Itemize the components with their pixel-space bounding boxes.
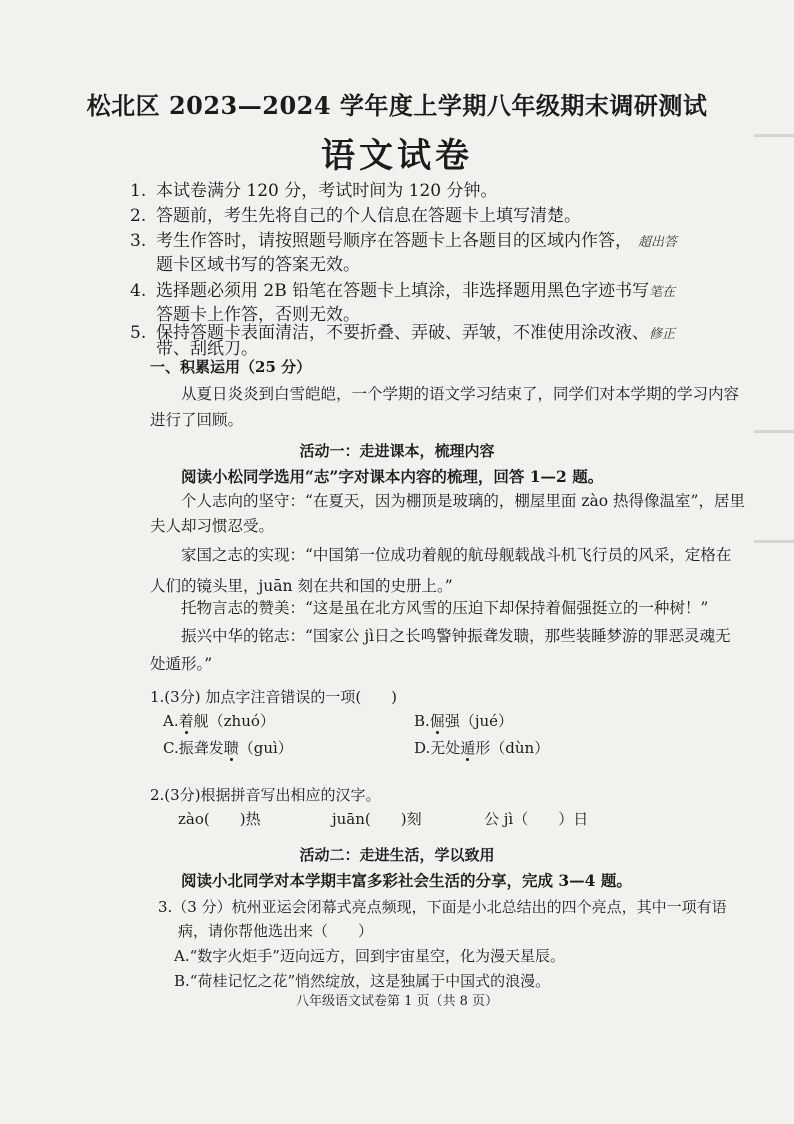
question-2-blank-1: zào( )热 bbox=[178, 810, 261, 828]
notice-number: 1. bbox=[130, 181, 147, 201]
option-text: 强（jué） bbox=[444, 712, 514, 730]
dotted-character: 着 bbox=[178, 712, 194, 730]
exam-subtitle: 语文试卷 bbox=[321, 136, 473, 176]
option-text: 形（dùn） bbox=[475, 739, 550, 757]
dotted-character: 聩 bbox=[223, 739, 239, 757]
notice-number: 3. bbox=[130, 231, 147, 251]
notice-2 bbox=[130, 201, 581, 226]
activity-1-lead: 阅读小松同学选用“志”字对课本内容的梳理，回答 1—2 题。 bbox=[181, 467, 604, 486]
option-prefix: A. bbox=[163, 712, 179, 730]
activity-1-item-4-continued: 处遁形。” bbox=[150, 655, 213, 673]
question-3-option-a: A.“数字火炬手”迈向远方，回到宇宙星空，化为漫天星辰。 bbox=[174, 947, 565, 965]
notice-text: 答题前，考生先将自己的个人信息在答题卡上填写清楚。 bbox=[156, 206, 581, 226]
option-prefix: B. bbox=[414, 712, 430, 730]
section-heading: 一、积累运用（25 分） bbox=[150, 358, 312, 376]
notice-1 bbox=[130, 176, 498, 201]
notice-text: 考生作答时，请按照题号顺序在答题卡上各题目的区域内作答， bbox=[156, 231, 632, 251]
question-2-blank-2: juān( )刻 bbox=[332, 810, 422, 828]
handwritten-note: 超出答 bbox=[638, 235, 678, 250]
activity-1-item-4: 振兴中华的铭志：“国家公 jì日之长鸣警钟振聋发聩，那些装睡梦游的罪恶灵魂无 bbox=[181, 627, 731, 645]
question-2-stem: 2.(3分)根据拼音写出相应的汉字。 bbox=[150, 786, 381, 804]
notice-text: 保持答题卡表面清洁，不要折叠、弄破、弄皱，不准使用涂改液、 bbox=[156, 323, 649, 343]
activity-2-title: 活动二：走进生活，学以致用 bbox=[299, 846, 495, 864]
question-1-option-b bbox=[414, 710, 513, 731]
notice-4-continued: 答题卡上作答，否则无效。 bbox=[156, 305, 360, 325]
dotted-character: 倔 bbox=[429, 712, 445, 730]
notice-4 bbox=[130, 276, 675, 301]
dotted-character: 遁 bbox=[460, 739, 476, 757]
notice-number: 4. bbox=[130, 281, 147, 301]
exam-title: 松北区 2023—2024 学年度上学期八年级期末调研测试 bbox=[86, 91, 708, 120]
notice-5-continued: 带、刮纸刀。 bbox=[156, 339, 258, 359]
activity-1-item-2: 家国之志的实现：“中国第一位成功着舰的航母舰载战斗机飞行员的风采，定格在 bbox=[181, 546, 732, 564]
question-1-stem: 1.(3分) 加点字注音错误的一项( ) bbox=[150, 688, 398, 706]
section-intro-continued: 进行了回顾。 bbox=[150, 411, 244, 429]
notice-number: 5. bbox=[130, 323, 147, 343]
question-1-option-d bbox=[414, 737, 549, 758]
scan-artifact bbox=[754, 430, 794, 433]
question-2-blank-3: 公 jì（ ）日 bbox=[484, 810, 589, 828]
section-intro: 从夏日炎炎到白雪皑皑，一个学期的语文学习结束了，同学们对本学期的学习内容 bbox=[181, 385, 740, 403]
activity-1-item-1-continued: 夫人却习惯忍受。 bbox=[150, 517, 275, 535]
option-text: 舰（zhuó） bbox=[193, 712, 275, 730]
question-3-stem-continued: 病，请你帮他选出来（ ） bbox=[178, 922, 374, 940]
activity-1-item-3: 托物言志的赞美：“这是虽在北方风雪的压迫下却保持着倔强挺立的一种树！” bbox=[181, 599, 709, 617]
notice-text: 本试卷满分 120 分，考试时间为 120 分钟。 bbox=[156, 181, 498, 201]
option-prefix: C.振聋发 bbox=[163, 739, 224, 757]
notice-3 bbox=[130, 226, 677, 251]
activity-1-item-1: 个人志向的坚守：“在夏天，因为棚顶是玻璃的，棚屋里面 zào 热得像温室”，居里 bbox=[181, 492, 745, 510]
question-3-stem: 3.（3 分）杭州亚运会闭幕式亮点频现，下面是小北总结出的四个亮点，其中一项有语 bbox=[158, 898, 727, 916]
notice-3-continued: 题卡区域书写的答案无效。 bbox=[156, 255, 360, 275]
notice-text: 选择题必须用 2B 铅笔在答题卡上填涂，非选择题用黑色字迹书写 bbox=[156, 281, 650, 301]
handwritten-note: 笔在 bbox=[649, 285, 676, 300]
activity-1-title: 活动一：走进课本，梳理内容 bbox=[299, 442, 495, 460]
option-text: （guì） bbox=[238, 739, 293, 757]
notice-number: 2. bbox=[130, 206, 147, 226]
page-footer: 八年级语文试卷第 1 页（共 8 页） bbox=[295, 994, 499, 1009]
scan-artifact bbox=[754, 540, 794, 543]
option-prefix: D.无处 bbox=[414, 739, 461, 757]
question-1-option-c bbox=[163, 737, 293, 758]
question-1-option-a bbox=[163, 710, 275, 731]
activity-1-item-2-continued: 人们的镜头里，juān 刻在共和国的史册上。” bbox=[150, 577, 453, 595]
question-3-option-b: B.“荷桂记忆之花”悄然绽放，这是独属于中国式的浪漫。 bbox=[174, 972, 551, 990]
activity-2-lead: 阅读小北同学对本学期丰富多彩社会生活的分享，完成 3—4 题。 bbox=[181, 871, 632, 890]
handwritten-note: 修正 bbox=[649, 327, 676, 342]
